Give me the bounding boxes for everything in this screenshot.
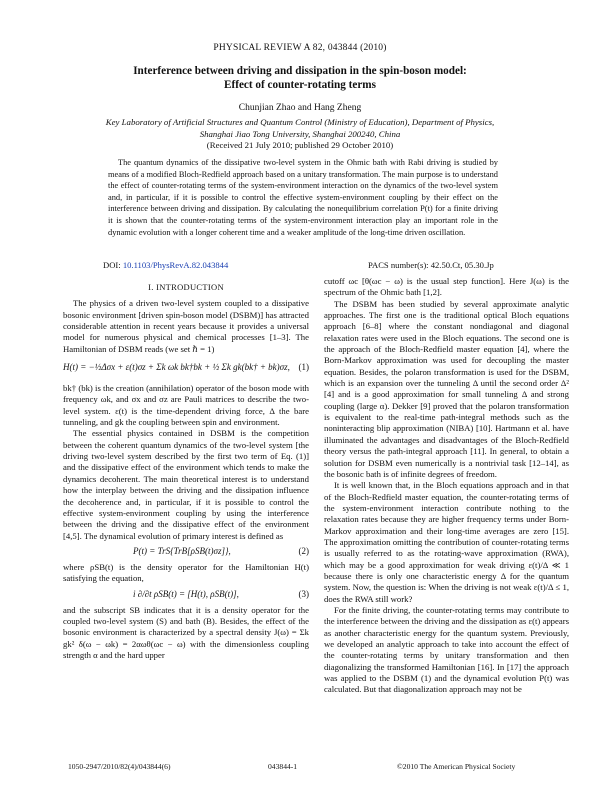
received-published-dates: (Received 21 July 2010; published 29 October 2010) [206, 140, 394, 150]
equation-1-body: H(t) = −½Δσx + ε(t)σz + Σk ωk bk†bk + ½ Σk gk(bk† + bk)σz, [63, 362, 290, 373]
equation-2-number: (2) [298, 545, 309, 556]
equation-1 [63, 355, 309, 383]
affiliation [90, 117, 510, 140]
equation-3 [63, 585, 309, 605]
equation-2 [63, 542, 309, 562]
right-column [324, 276, 569, 696]
intro-paragraph-2: bk† (bk) is the creation (annihilation) operator of the boson mode with frequency ωk, and σx and σz are Pauli matrices to describe the two-level system. ε(t) is the time-dependent driving force, Δ the bare tunneling, and gk the coupling between spin and environment. [63, 383, 309, 428]
equation-2-body: P(t) = TrS{TrB[ρSB(t)σz]}, [133, 545, 231, 556]
intro-paragraph-1: The physics of a driven two-level system coupled to a dissipative bosonic environment [driven spin-boson model (DSBM)] has attracted considerable attention in recent years because it provides a universal model for numerous physical and chemical processes [1–3]. The Hamiltonian of DSBM reads (we set ℏ = 1) [63, 298, 309, 354]
running-head: PHYSICAL REVIEW A 82, 043844 (2010) [213, 43, 387, 53]
doi-label: DOI: [103, 260, 121, 270]
footer-page-number: 043844-1 [268, 762, 298, 771]
right-paragraph-3: It is well known that, in the Bloch equations approach and in that of the Bloch-Redfield master equation, the counter-rotating terms of the system-environment interaction contribute nothing to the relaxation rates because they are higher frequency terms under Born-Markov approximation and their long-time averages are zero [15]. The approximation omitting the contribution of counter-rotating terms is usually referred to as the rotating-wave approximation (RWA), which may be a good approximation for weak driving ε(t)/Δ ≪ 1 because there is only one characteristic energy Δ for the quantum system. Now, the question is: When the driving is not weak ε(t)/Δ ≤ 1, does the RWA still work? [324, 480, 569, 604]
intro-paragraph-4: where ρSB(t) is the density operator for the Hamiltonian H(t) satisfying the equation, [63, 561, 309, 584]
pacs-numbers: PACS number(s): 42.50.Ct, 05.30.Jp [368, 260, 494, 270]
footer-copyright: ©2010 The American Physical Society [397, 762, 516, 771]
equation-3-body: i ∂/∂t ρSB(t) = [H(t), ρSB(t)], [133, 588, 239, 599]
right-paragraph-2: The DSBM has been studied by several approximate analytic approaches. The first one is the traditional optical Bloch equations approach [6–8] where the constant nondiagonal and diagonal relaxation rates were used in the Bloch equations. The second one is the approach of the Bloch-Redfield master equation [4], where the Born-Markov approximation was used for decoupling the master equation. Besides, the polaron transformation is used for the DSBM, which is an expansion over the tunneling Δ until the second order Δ² [4] and is a good approximation for small tunneling Δ and strong coupling (large α). Dekker [9] proved that the polaron transformation is equivalent to the real-time path-integral methods such as the noninteracting blip approximation (NIBA) [10]. Hartmann et al. have illuminated the advantages and disadvantages of the Bloch-Redfield theory versus the path-integral approach [11]. In general, to obtain a solution for DSBM even numerically is a nontrivial task [12–14], as the bosonic bath is of infinite degrees of freedom. [324, 298, 569, 479]
right-paragraph-4: For the finite driving, the counter-rotating terms may contribute to the interference between the driving and the dissipation as ε(t) appears as another characteristic energy for the quantum system. Previously, we developed an analytic approach to take into account the effect of the counter-rotating terms by unitary transformation and then diagonalizing the transformed Hamiltonian [16]. In [17] the approach was applied to the DSBM (1) and the dynamical evolution P(t) was calculated. But that diagonalization approach may not be [324, 604, 569, 695]
right-paragraph-1: cutoff ωc [θ(ωc − ω) is the usual step function]. Here J(ω) is the spectrum of the Ohmic bath [1,2]. [324, 276, 569, 298]
equation-3-number: (3) [298, 588, 309, 599]
doi-line [103, 260, 228, 270]
intro-paragraph-3: The essential physics contained in DSBM is the competition between the coherent quantum dynamics of the two-level system [the driving two-level system described by the first two term of Eq. (1)] and the dissipative effect of the environment which tends to make the dynamics decoherent. The main theoretical interest is to understand how the interplay between the driving and the dissipation influence the decoherence and, in particular, if it is possible to control the effective system-environment coupling by using the interference between the driving and the dissipative effect of the environment [4,5]. The dynamical evolution of primary interest is defined as [63, 428, 309, 541]
title-line-2: Effect of counter-rotating terms [224, 79, 376, 91]
paper-title [90, 64, 510, 92]
equation-1-number: (1) [298, 362, 309, 373]
abstract: The quantum dynamics of the dissipative two-level system in the Ohmic bath with Rabi driving is studied by means of a modified Bloch-Redfield approach based on a unitary transformation. The main purpose is to understand the effect of counter-rotating terms of the system-environment interaction on the dynamics of the two-level system and, in particular, if it is possible to control the effective system-environment coupling by their effect on the interference between driving and dissipation. By calculating the nonequilibrium correlation P(t) for a finite driving it is shown that the counter-rotating terms of the system-environment interaction play an important role in the dynamic evolution with a longer coherent time and a weaker amplitude of the long-time driven oscillation. [108, 158, 498, 237]
intro-paragraph-5: and the subscript SB indicates that it is a density operator for the coupled two-level system (S) and bath (B). Besides, the effect of the bosonic environment is characterized by a spectral density J(ω) = Σk gk² δ(ω − ωk) = 2αωθ(ωc − ω) with the dimensionless coupling strength α and the hard upper [63, 604, 309, 660]
title-line-1: Interference between driving and dissipation in the spin-boson model: [133, 65, 467, 77]
affiliation-line-2: Shanghai Jiao Tong University, Shanghai 200240, China [199, 128, 401, 139]
section-heading-introduction: I. INTRODUCTION [148, 282, 224, 292]
left-column [63, 282, 309, 661]
affiliation-line-1: Key Laboratory of Artificial Structures and Quantum Control (Ministry of Education), Department of Physics, [105, 117, 495, 127]
authors: Chunjian Zhao and Hang Zheng [238, 103, 362, 113]
footer-issn: 1050-2947/2010/82(4)/043844(6) [68, 762, 171, 771]
doi-link[interactable]: 10.1103/PhysRevA.82.043844 [122, 260, 229, 270]
